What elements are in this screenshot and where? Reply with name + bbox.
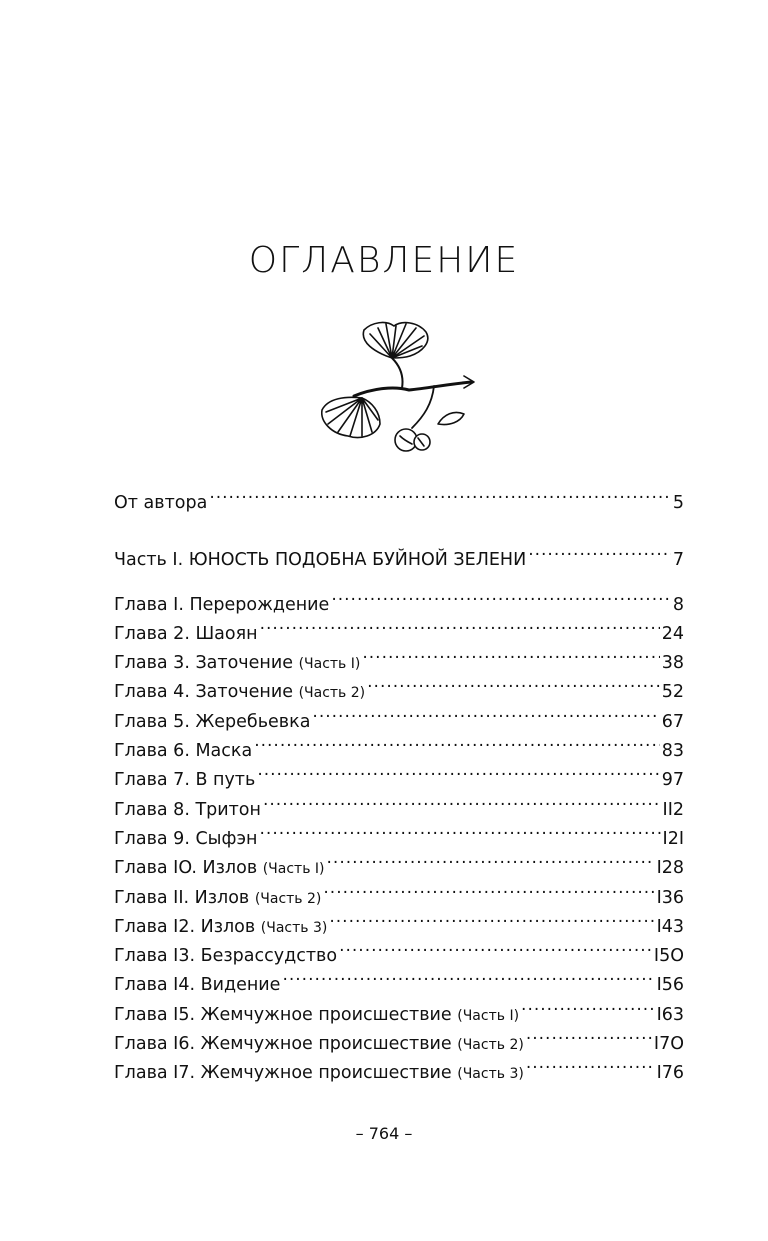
chapter-title: Глава 4. Заточение [114, 682, 293, 703]
dot-leader [260, 619, 660, 639]
chapter-part-note: (Часть 2) [254, 890, 322, 907]
toc-label [114, 591, 329, 620]
toc-row-chapter[interactable] [114, 795, 684, 824]
dot-leader [260, 824, 661, 844]
chapter-title: Глава 6. Маска [114, 741, 253, 762]
toc-label [114, 678, 365, 708]
toc-page-number: 52 [661, 682, 684, 703]
toc-page-number: 67 [661, 711, 684, 732]
toc-row-chapter[interactable] [114, 883, 684, 912]
chapter-part-note: (Часть 3) [457, 1066, 524, 1083]
dot-leader [257, 765, 659, 785]
toc-page-number: 83 [661, 741, 684, 762]
toc-page-number: 8 [672, 594, 684, 615]
chapter-title: Глава IO. Излов [114, 858, 258, 879]
chapter-title: Глава 9. Сыфэн [114, 828, 258, 849]
chapter-part-note: (Часть I) [298, 656, 361, 673]
toc-page-number: 97 [661, 770, 684, 791]
toc-row-chapter[interactable] [114, 619, 684, 648]
chapter-title: Глава I3. Безрассудство [114, 946, 338, 967]
toc-label [114, 766, 255, 795]
chapter-part-note: (Часть 3) [260, 919, 328, 936]
toc-page-number: 38 [661, 653, 684, 674]
toc-row-chapter[interactable] [114, 853, 684, 882]
toc-page-number: I36 [656, 887, 684, 908]
chapter-part-note: (Часть I) [457, 1007, 520, 1024]
chapter-title: Глава I4. Видение [114, 975, 281, 996]
toc-row-chapter[interactable] [114, 970, 684, 999]
page-number: – 764 – [355, 1124, 413, 1143]
toc-label [114, 796, 261, 825]
toc-row-chapter[interactable] [114, 707, 684, 736]
chapter-title: Глава 2. Шаоян [114, 623, 258, 644]
toc-row-chapter[interactable] [114, 1000, 684, 1029]
dot-leader [331, 590, 671, 610]
toc-label [114, 649, 360, 679]
toc-row-chapter[interactable] [114, 912, 684, 941]
toc-row-chapter[interactable] [114, 765, 684, 794]
toc-label [114, 1001, 519, 1031]
chapter-title: Глава II. Излов [114, 887, 250, 908]
toc-label [114, 884, 321, 914]
toc-label [114, 1059, 524, 1089]
dot-leader [329, 912, 654, 932]
dot-leader [312, 707, 659, 727]
toc-row-chapter[interactable] [114, 648, 684, 677]
dot-leader [367, 677, 660, 697]
toc-row-part[interactable] [114, 545, 684, 574]
ginkgo-branch-icon [314, 316, 484, 466]
toc-row-chapter[interactable] [114, 941, 684, 970]
toc-label [114, 620, 258, 649]
dot-leader [528, 545, 671, 565]
toc-part-label: Часть I. ЮНОСТЬ ПОДОБНА БУЙНОЙ ЗЕЛЕНИ [114, 550, 527, 571]
dot-leader [526, 1058, 655, 1078]
toc-label [114, 825, 258, 854]
toc-row-intro[interactable] [114, 488, 684, 517]
toc-page-number: I63 [656, 1004, 684, 1025]
chapter-title: Глава I2. Излов [114, 916, 256, 937]
dot-leader [521, 1000, 655, 1020]
toc-label [114, 737, 252, 766]
toc-label [114, 971, 280, 1000]
toc-row-chapter[interactable] [114, 824, 684, 853]
dot-leader [323, 883, 654, 903]
dot-leader [282, 970, 654, 990]
toc-page-number: I56 [656, 975, 684, 996]
toc-label [114, 854, 325, 884]
dot-leader [526, 1029, 652, 1049]
chapter-part-note: (Часть I) [262, 861, 325, 878]
dot-leader [362, 648, 659, 668]
toc-page-number: I7O [653, 1034, 684, 1055]
chapter-title: Глава 5. Жеребьевка [114, 711, 311, 732]
dot-leader [209, 488, 671, 508]
chapter-title: Глава I5. Жемчужное происшествие [114, 1004, 452, 1025]
chapter-title: Глава 8. Тритон [114, 799, 261, 820]
toc-page-number: I5O [653, 946, 684, 967]
toc-page-number: 24 [661, 623, 684, 644]
dot-leader [339, 941, 652, 961]
chapter-title: Глава I6. Жемчужное происшествие [114, 1034, 452, 1055]
toc-page-number: II2 [662, 799, 684, 820]
chapter-title: Глава 7. В путь [114, 770, 256, 791]
toc-row-chapter[interactable] [114, 677, 684, 706]
toc-label [114, 913, 327, 943]
toc-page-number: 5 [672, 493, 684, 513]
toc-row-chapter[interactable] [114, 736, 684, 765]
chapter-part-note: (Часть 2) [457, 1037, 524, 1054]
chapter-title: Глава 3. Заточение [114, 653, 293, 674]
toc-row-chapter[interactable] [114, 1029, 684, 1058]
page-title: ОГЛАВЛЕНИЕ [248, 240, 520, 281]
toc-row-chapter[interactable] [114, 1058, 684, 1087]
toc-page-number: 7 [672, 550, 684, 571]
chapter-title: Глава I. Перерождение [114, 594, 330, 615]
toc-page-number: I43 [656, 916, 684, 937]
toc-row-chapter[interactable] [114, 590, 684, 619]
chapter-list [114, 590, 684, 1088]
table-of-contents [114, 488, 684, 1088]
toc-page-number: I2I [662, 828, 684, 849]
toc-label [114, 1030, 524, 1060]
chapter-part-note: (Часть 2) [298, 685, 366, 702]
toc-page-number: I76 [656, 1063, 684, 1084]
dot-leader [263, 795, 661, 815]
dot-leader [327, 853, 655, 873]
chapter-title: Глава I7. Жемчужное происшествие [114, 1063, 452, 1084]
toc-label [114, 942, 337, 971]
toc-label [114, 708, 310, 737]
dot-leader [254, 736, 660, 756]
toc-page-number: I28 [656, 858, 684, 879]
toc-label: От автора [114, 493, 208, 513]
